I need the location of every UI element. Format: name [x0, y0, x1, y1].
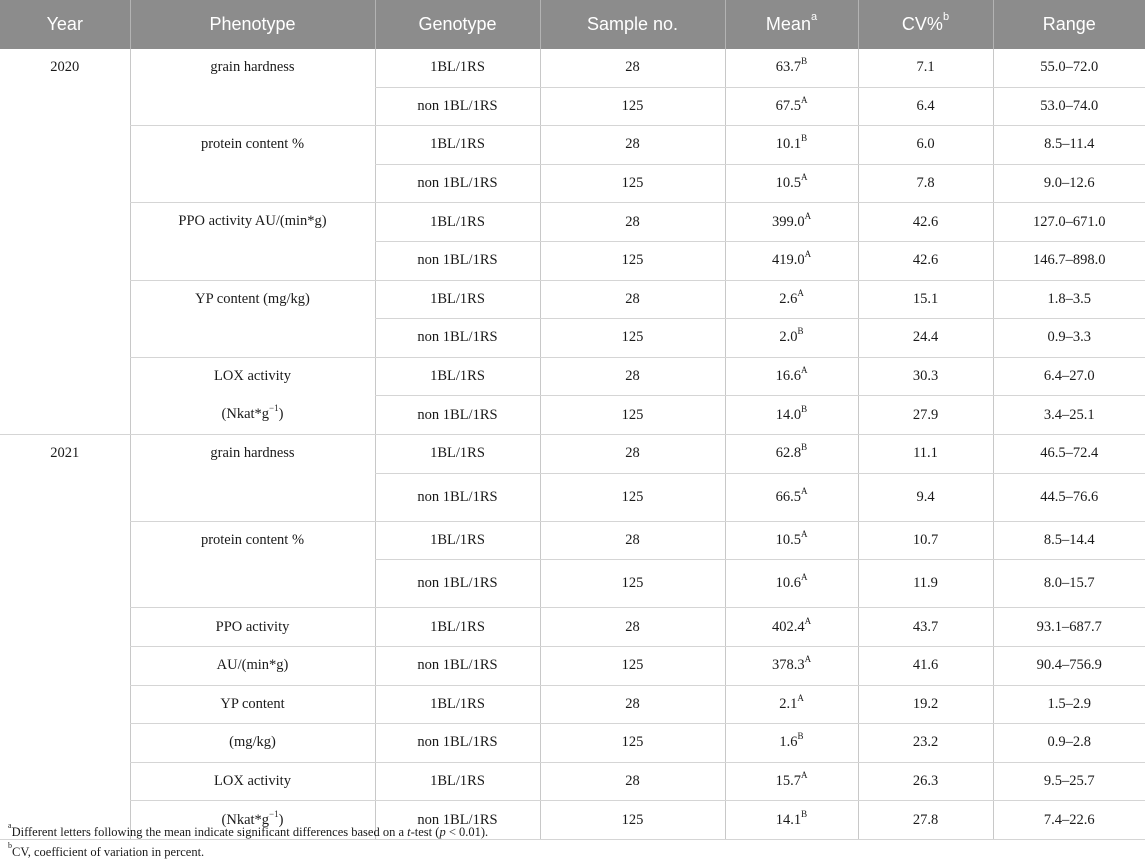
- table-row: [0, 357, 1145, 396]
- mean-value: 66.5: [775, 488, 801, 505]
- footnote-b: [8, 842, 488, 862]
- header-mean-label: Mean: [765, 14, 811, 34]
- header-cv-footnote: b: [942, 11, 950, 23]
- mean-cell: [725, 164, 858, 203]
- phenotype-cell: PPO activity AU/(min*g): [130, 203, 375, 280]
- mean-cell: [725, 280, 858, 319]
- cv-cell: 7.1: [858, 49, 993, 87]
- sample-cell: 28: [540, 521, 725, 560]
- genotype-cell: 1BL/1RS: [375, 357, 540, 396]
- cv-cell: 6.0: [858, 126, 993, 165]
- unit-close: ): [278, 811, 284, 828]
- mean-cell: [725, 473, 858, 521]
- genotype-cell: 1BL/1RS: [375, 521, 540, 560]
- table-row: [0, 762, 1145, 801]
- sample-cell: 125: [540, 724, 725, 763]
- sample-cell: 125: [540, 560, 725, 608]
- header-sample-no: Sample no.: [540, 0, 725, 49]
- table-row: [0, 434, 1145, 473]
- genotype-cell: 1BL/1RS: [375, 280, 540, 319]
- mean-cell: [725, 685, 858, 724]
- phenotype-cell: YP content (mg/kg): [130, 280, 375, 357]
- table-row: [0, 560, 1145, 608]
- unit-text: (Nkat*g: [221, 811, 270, 828]
- cv-cell: 30.3: [858, 357, 993, 396]
- cv-cell: 43.7: [858, 608, 993, 647]
- significance-letter: A: [797, 692, 804, 703]
- mean-cell: [725, 646, 858, 685]
- header-range: Range: [993, 0, 1145, 49]
- mean-cell: [725, 49, 858, 87]
- range-cell: 8.5–14.4: [993, 521, 1145, 560]
- table-row: [0, 724, 1145, 763]
- unit-exponent: −1: [269, 403, 279, 414]
- range-cell: 9.0–12.6: [993, 164, 1145, 203]
- sample-cell: 28: [540, 357, 725, 396]
- significance-letter: A: [800, 172, 808, 183]
- footnote-a-p: p: [439, 825, 446, 839]
- significance-letter: A: [800, 94, 808, 105]
- significance-letter: B: [797, 326, 804, 337]
- cv-cell: 42.6: [858, 203, 993, 242]
- sample-cell: 28: [540, 49, 725, 87]
- unit-close: ): [278, 406, 284, 423]
- significance-letter: B: [801, 808, 808, 819]
- genotype-cell: non 1BL/1RS: [375, 560, 540, 608]
- range-cell: 1.5–2.9: [993, 685, 1145, 724]
- phenotype-unit-cell: AU/(min*g): [130, 646, 375, 685]
- significance-letter: B: [801, 442, 808, 453]
- genotype-cell: 1BL/1RS: [375, 685, 540, 724]
- footnote-b-mark: b: [8, 841, 12, 850]
- significance-letter: A: [804, 249, 812, 260]
- range-cell: 90.4–756.9: [993, 646, 1145, 685]
- table-row: [0, 49, 1145, 87]
- mean-value: 2.6: [779, 290, 798, 307]
- range-cell: 6.4–27.0: [993, 357, 1145, 396]
- genotype-cell: 1BL/1RS: [375, 126, 540, 165]
- table-row: [0, 685, 1145, 724]
- genotype-cell: non 1BL/1RS: [375, 473, 540, 521]
- mean-value: 10.1: [775, 136, 802, 153]
- range-cell: 8.5–11.4: [993, 126, 1145, 165]
- sample-cell: 28: [540, 434, 725, 473]
- range-cell: 53.0–74.0: [993, 87, 1145, 126]
- mean-value: 62.8: [775, 445, 802, 462]
- mean-value: 10.5: [775, 531, 801, 548]
- phenotype-cell: grain hardness: [130, 434, 375, 473]
- sample-cell: 28: [540, 608, 725, 647]
- sample-cell: 28: [540, 280, 725, 319]
- phenotype-cell: YP content: [130, 685, 375, 724]
- header-cv-label: CV%: [901, 14, 943, 34]
- header-genotype: Genotype: [375, 0, 540, 49]
- sample-cell: 125: [540, 801, 725, 840]
- table-row: [0, 521, 1145, 560]
- header-mean: [725, 0, 858, 49]
- table-row: [0, 396, 1145, 435]
- significance-letter: A: [800, 485, 808, 496]
- genotype-cell: non 1BL/1RS: [375, 396, 540, 435]
- significance-letter: A: [804, 210, 812, 221]
- mean-value: 2.0: [779, 329, 798, 346]
- genotype-cell: non 1BL/1RS: [375, 646, 540, 685]
- cv-cell: 24.4: [858, 319, 993, 358]
- mean-value: 15.7: [775, 772, 801, 789]
- phenotype-cell: protein content %: [130, 126, 375, 203]
- phenotype-unit-cell: [130, 396, 375, 435]
- range-cell: 0.9–2.8: [993, 724, 1145, 763]
- significance-letter: A: [797, 287, 804, 298]
- header-row: [0, 0, 1145, 49]
- mean-value: 399.0: [771, 213, 805, 230]
- footnote-a: [8, 822, 488, 842]
- cv-cell: 6.4: [858, 87, 993, 126]
- footnote-a-text-1: Different letters following the mean indicate significant differences based on a: [11, 825, 408, 839]
- sample-cell: 125: [540, 396, 725, 435]
- footnote-a-text-3: < 0.01).: [445, 825, 489, 839]
- cv-cell: 11.9: [858, 560, 993, 608]
- sample-cell: 28: [540, 762, 725, 801]
- mean-cell: [725, 357, 858, 396]
- header-year: Year: [0, 0, 130, 49]
- mean-cell: [725, 241, 858, 280]
- mean-value: 419.0: [771, 252, 805, 269]
- header-cv: [858, 0, 993, 49]
- cv-cell: 11.1: [858, 434, 993, 473]
- sample-cell: 125: [540, 87, 725, 126]
- range-cell: 146.7–898.0: [993, 241, 1145, 280]
- mean-value: 10.6: [775, 575, 801, 592]
- range-cell: 93.1–687.7: [993, 608, 1145, 647]
- sample-cell: 28: [540, 685, 725, 724]
- mean-cell: [725, 724, 858, 763]
- range-cell: 0.9–3.3: [993, 319, 1145, 358]
- cv-cell: 23.2: [858, 724, 993, 763]
- table-row: [0, 608, 1145, 647]
- cv-cell: 7.8: [858, 164, 993, 203]
- mean-value: 1.6: [779, 734, 798, 751]
- table-row: [0, 203, 1145, 242]
- range-cell: 7.4–22.6: [993, 801, 1145, 840]
- phenotype-cell: grain hardness: [130, 49, 375, 126]
- cv-cell: 9.4: [858, 473, 993, 521]
- cv-cell: 27.9: [858, 396, 993, 435]
- mean-cell: [725, 126, 858, 165]
- range-cell: 8.0–15.7: [993, 560, 1145, 608]
- cv-cell: 15.1: [858, 280, 993, 319]
- range-cell: 127.0–671.0: [993, 203, 1145, 242]
- range-cell: 3.4–25.1: [993, 396, 1145, 435]
- mean-value: 63.7: [775, 59, 802, 76]
- mean-cell: [725, 521, 858, 560]
- phenotype-unit-cell: (mg/kg): [130, 724, 375, 763]
- genotype-cell: 1BL/1RS: [375, 762, 540, 801]
- cv-cell: 42.6: [858, 241, 993, 280]
- phenotype-cell: LOX activity: [130, 357, 375, 396]
- mean-cell: [725, 434, 858, 473]
- significance-letter: A: [804, 654, 812, 665]
- range-cell: 55.0–72.0: [993, 49, 1145, 87]
- significance-letter: A: [800, 365, 808, 376]
- sample-cell: 125: [540, 646, 725, 685]
- mean-value: 16.6: [775, 368, 801, 385]
- cv-cell: 26.3: [858, 762, 993, 801]
- range-cell: 44.5–76.6: [993, 473, 1145, 521]
- range-cell: 46.5–72.4: [993, 434, 1145, 473]
- mean-value: 378.3: [771, 657, 805, 674]
- range-cell: 9.5–25.7: [993, 762, 1145, 801]
- mean-value: 67.5: [775, 97, 801, 114]
- significance-letter: A: [800, 572, 808, 583]
- mean-value: 14.1: [775, 811, 802, 828]
- phenotype-empty-cell: [130, 560, 375, 608]
- mean-value: 14.0: [775, 406, 802, 423]
- genotype-cell: non 1BL/1RS: [375, 319, 540, 358]
- significance-letter: B: [801, 133, 808, 144]
- mean-cell: [725, 608, 858, 647]
- genotype-cell: 1BL/1RS: [375, 49, 540, 87]
- mean-cell: [725, 396, 858, 435]
- footnote-a-text-2: -test (: [410, 825, 440, 839]
- cv-cell: 41.6: [858, 646, 993, 685]
- mean-cell: [725, 203, 858, 242]
- header-mean-footnote: a: [810, 11, 818, 23]
- significance-letter: B: [797, 731, 804, 742]
- header-phenotype: Phenotype: [130, 0, 375, 49]
- phenotype-empty-cell: [130, 473, 375, 521]
- footnote-a-mark: a: [8, 821, 12, 830]
- unit-exponent: −1: [269, 808, 279, 819]
- mean-cell: [725, 762, 858, 801]
- cv-cell: 10.7: [858, 521, 993, 560]
- significance-letter: B: [801, 403, 808, 414]
- table-row: [0, 646, 1145, 685]
- table-footnotes: [8, 822, 488, 862]
- mean-cell: [725, 87, 858, 126]
- cv-cell: 19.2: [858, 685, 993, 724]
- genotype-cell: 1BL/1RS: [375, 203, 540, 242]
- mean-value: 2.1: [779, 695, 798, 712]
- mean-cell: [725, 319, 858, 358]
- mean-cell: [725, 560, 858, 608]
- sample-cell: 125: [540, 319, 725, 358]
- unit-text: (Nkat*g: [221, 406, 270, 423]
- significance-letter: A: [804, 615, 812, 626]
- table-row: [0, 473, 1145, 521]
- genotype-cell: non 1BL/1RS: [375, 241, 540, 280]
- genotype-cell: non 1BL/1RS: [375, 87, 540, 126]
- table-row: [0, 280, 1145, 319]
- genotype-cell: 1BL/1RS: [375, 434, 540, 473]
- genotype-cell: non 1BL/1RS: [375, 801, 540, 840]
- phenotype-cell: PPO activity: [130, 608, 375, 647]
- year-cell: 2021: [0, 434, 130, 839]
- sample-cell: 125: [540, 241, 725, 280]
- mean-value: 10.5: [775, 175, 801, 192]
- genotype-cell: 1BL/1RS: [375, 608, 540, 647]
- mean-cell: [725, 801, 858, 840]
- significance-letter: A: [800, 528, 808, 539]
- mean-value: 402.4: [771, 618, 805, 635]
- sample-cell: 125: [540, 473, 725, 521]
- significance-letter: B: [801, 56, 808, 67]
- table-row: [0, 126, 1145, 165]
- phenotype-cell: LOX activity: [130, 762, 375, 801]
- genotype-cell: non 1BL/1RS: [375, 724, 540, 763]
- significance-letter: A: [800, 769, 808, 780]
- phenotype-cell: protein content %: [130, 521, 375, 560]
- sample-cell: 28: [540, 203, 725, 242]
- sample-cell: 28: [540, 126, 725, 165]
- cv-cell: 27.8: [858, 801, 993, 840]
- genotype-cell: non 1BL/1RS: [375, 164, 540, 203]
- footnote-a-t: t: [407, 825, 411, 839]
- year-cell: 2020: [0, 49, 130, 434]
- footnote-b-text: CV, coefficient of variation in percent.: [12, 845, 205, 859]
- range-cell: 1.8–3.5: [993, 280, 1145, 319]
- sample-cell: 125: [540, 164, 725, 203]
